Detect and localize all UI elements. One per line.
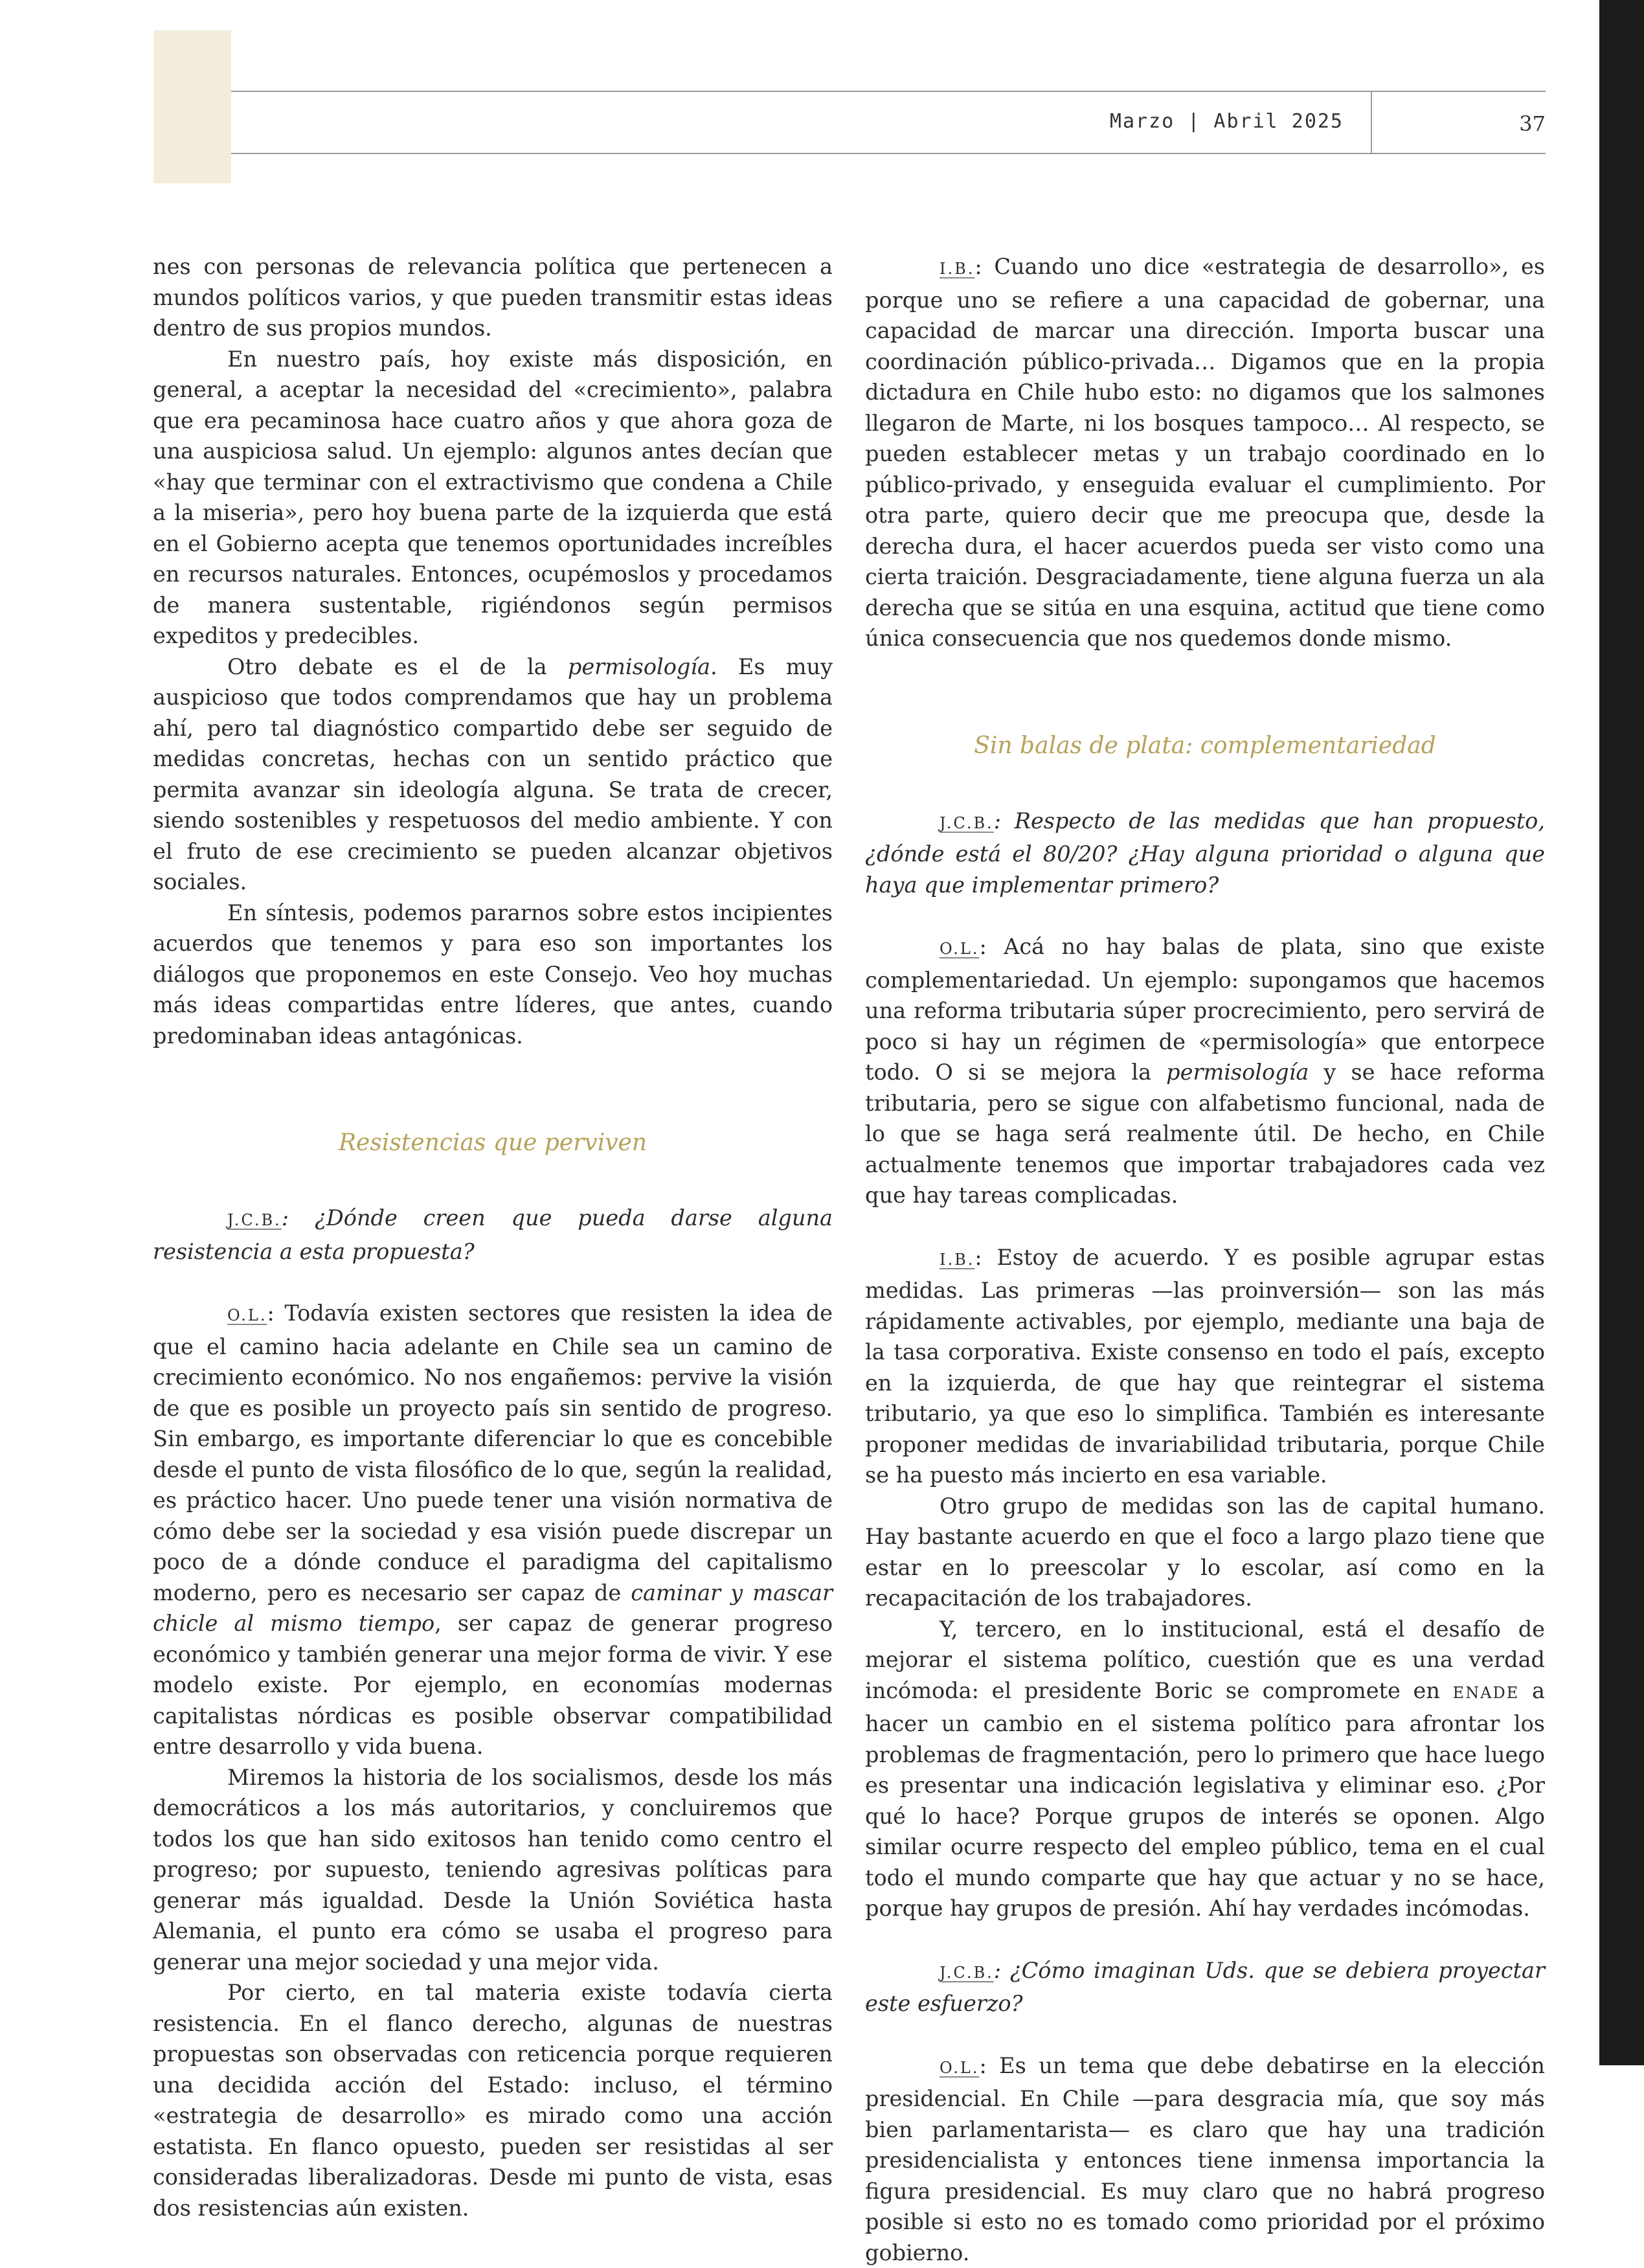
page-edge-bar [1599,0,1644,2065]
speaker-initials: O.L. [940,940,979,958]
speaker-initials: I.B. [940,260,974,278]
section-heading: Resistencias que perviven [153,1128,833,1159]
speaker-initials: O.L. [940,2059,979,2077]
speaker-initials: J.C.B. [940,1964,994,1982]
interview-answer: O.L.: Es un tema que debe debatirse en la elección presidencial. En Chile —para desgracia mía, que soy más bien parlamentarista— es claro que hay una tradición presidencialista y entonces tiene inmensa importancia la figura presidencial. Es muy claro que no habrá progreso posible si esto no es tomado como prioridad por el próximo gobierno. [865,2050,1545,2268]
header-rule-top [231,91,1546,92]
section-heading: Sin balas de plata: complementariedad [865,731,1545,762]
paragraph: Otro debate es el de la permisología. Es muy auspicioso que todos comprendamos que hay un problema ahí, pero tal diagnóstico compartido debe ser seguido de medidas concretas, hechas con un sentido práctico que permita avanzar sin ideología alguna. Se trata de crecer, siendo sostenibles y respetuosos del medio ambiente. Y con el fruto de ese crecimiento se pueden alcanzar objetivos sociales. [153,652,833,898]
issue-date: Marzo | Abril 2025 [1101,110,1344,133]
interview-question: J.C.B.: ¿Dónde creen que pueda darse alguna resistencia a esta propuesta? [153,1203,833,1267]
paragraph: En nuestro país, hoy existe más disposición, en general, a aceptar la necesidad del «crecimiento», palabra que era pecaminosa hace cuatro años y que ahora goza de una auspiciosa salud. Un ejemplo: algunos antes decían que «hay que terminar con el extractivismo que condena a Chile a la miseria», pero hoy buena parte de la izquierda que está en el Gobierno acepta que tenemos oportunidades increíbles en recursos naturales. Entonces, ocupémoslos y procedamos de manera sustentable, rigiéndonos según permisos expeditos y predecibles. [153,344,833,652]
emphasis: permisología [1166,1060,1309,1085]
paragraph: Y, tercero, en lo institucional, está el desafío de mejorar el sistema político, cuestión que es una verdad incómoda: el presidente Boric se compromete en ENADE a hacer un cambio en el sistema político para afrontar los problemas de fragmentación, pero lo primero que hace luego es presentar una indicación legislativa y eliminar eso. ¿Por qué lo hace? Porque grupos de interés se oponen. Algo similar ocurre respecto del empleo público, tema en el cual todo el mundo comparte que hay que actuar y no se hace, porque hay grupos de presión. Ahí hay verdades incómodas. [865,1614,1545,1924]
speaker-initials: I.B. [940,1251,974,1269]
interview-question: J.C.B.: Respecto de las medidas que han propuesto, ¿dónde está el 80/20? ¿Hay alguna prioridad o alguna que haya que implementar primero? [865,806,1545,901]
interview-question: J.C.B.: ¿Cómo imaginan Uds. que se debiera proyectar este esfuerzo? [865,1955,1545,2019]
speaker-initials: J.C.B. [940,814,994,832]
paragraph: Otro grupo de medidas son las de capital humano. Hay bastante acuerdo en que el foco a largo plazo tiene que estar en lo preescolar y lo escolar, así como en la recapacitación de los trabajadores. [865,1491,1545,1614]
header-rule-bottom [231,153,1546,154]
paragraph: En síntesis, podemos pararnos sobre estos incipientes acuerdos que tenemos y para eso son importantes los diálogos que proponemos en este Consejo. Veo hoy muchas más ideas compartidas entre líderes, que antes, cuando predominaban ideas antagónicas. [153,898,833,1052]
left-column [153,251,833,2223]
right-column [865,251,1545,2268]
cream-corner-tab [153,30,231,183]
emphasis: permisología [568,654,710,679]
speaker-initials: J.C.B. [227,1211,282,1229]
speaker-initials: O.L. [227,1306,267,1324]
interview-answer: O.L.: Todavía existen sectores que resisten la idea de que el camino hacia adelante en Chile sea un camino de crecimiento económico. No nos engañemos: pervive la visión de que es posible un proyecto país sin sentido de progreso. Sin embargo, es importante diferenciar lo que es concebible desde el punto de vista filosófico de lo que, según la realidad, es práctico hacer. Uno puede tener una visión normativa de cómo debe ser la sociedad y esa visión puede discrepar un poco de a dónde conduce el paradigma del capitalismo moderno, pero es necesario ser capaz de caminar y mascar chicle al mismo tiempo, ser capaz de generar progreso económico y también generar una mejor forma de vivir. Y ese modelo existe. Por ejemplo, en economías modernas capitalistas nórdicas es posible observar compatibilidad entre desarrollo y vida buena. [153,1298,833,1762]
emphasis: caminar y mascar chicle al mismo tiempo [153,1580,833,1637]
header-divider [1371,91,1372,154]
paragraph: Miremos la historia de los socialismos, desde los más democráticos a los más autoritarios, y concluiremos que todos los que han sido exitosos han tenido como centro el progreso; por supuesto, teniendo agresivas políticas para generar más igualdad. Desde la Unión Soviética hasta Alemania, el punto era cómo se usaba el progreso para generar una mejor sociedad y una mejor vida. [153,1762,833,1978]
interview-answer: I.B.: Estoy de acuerdo. Y es posible agrupar estas medidas. Las primeras —las proinversión— son las más rápidamente activables, por ejemplo, mediante una baja de la tasa corporativa. Existe consenso en todo el país, excepto en la izquierda, de que hay que reintegrar el sistema tributario, ya que eso lo simplifica. También es interesante proponer medidas de invariabilidad tributaria, porque Chile se ha puesto más incierto en esa variable. [865,1242,1545,1491]
interview-answer: I.B.: Cuando uno dice «estrategia de desarrollo», es porque uno se refiere a una capacidad de gobernar, una capacidad de marcar una dirección. Importa buscar una coordinación público-privada… Digamos que en la propia dictadura en Chile hubo esto: no digamos que los salmones llegaron de Marte, ni los bosques tampoco… Al respecto, se pueden establecer metas y un trabajo coordinado en lo público-privado, y enseguida evaluar el cumplimiento. Por otra parte, quiero decir que me preocupa que, desde la derecha dura, el hacer acuerdos pueda ser visto como una cierta traición. Desgraciadamente, tiene alguna fuerza un ala derecha que se sitúa en una esquina, actitud que tiene como única consecuencia que nos quedemos donde mismo. [865,251,1545,654]
interview-answer: O.L.: Acá no hay balas de plata, sino que existe complementariedad. Un ejemplo: supongamos que hacemos una reforma tributaria súper procrecimiento, pero servirá de poco si hay un régimen de «permisología» que entorpece todo. O si se mejora la permisología y se hace reforma tributaria, pero se sigue con alfabetismo funcional, nada de lo que se haga será realmente útil. De hecho, en Chile actualmente tenemos que importar trabajadores cada vez que hay tareas complicadas. [865,931,1545,1211]
page-number: 37 [1489,111,1546,136]
paragraph: Por cierto, en tal materia existe todavía cierta resistencia. En el flanco derecho, algunas de nuestras propuestas son observadas con reticencia porque requieren una decidida acción del Estado: incluso, el término «estrategia de desarrollo» es mirado como una acción estatista. En flanco opuesto, pueden ser resistidas al ser consideradas liberalizadoras. Desde mi punto de vista, esas dos resistencias aún existen. [153,1977,833,2223]
paragraph: nes con personas de relevancia política que pertenecen a mundos políticos varios, y que pueden transmitir estas ideas dentro de sus propios mundos. [153,251,833,344]
acronym: ENADE [1453,1684,1520,1702]
